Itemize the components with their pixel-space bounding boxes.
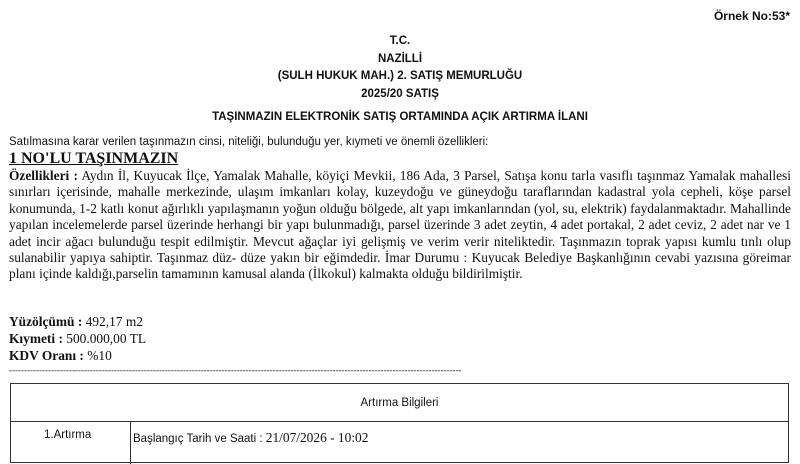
header-line-tc: T.C. [389, 35, 411, 47]
yuzolcumu-row [9, 314, 143, 330]
yuzolcumu-value: 492,17 m2 [85, 314, 143, 329]
ozellikler-label: Özellikleri : [9, 168, 78, 183]
divider-line: ------------------------------------------------------------------------------------------------------------------------------------------------------- [9, 365, 462, 375]
artirma-table-title: Artırma Bilgileri [11, 384, 788, 422]
yuzolcumu-label: Yüzölçümü : [9, 314, 83, 329]
ozellikler-text: Aydın İl, Kuyucak İlçe, Yamalak Mahalle, köyiçi Mevkii, 186 Ada, 3 Parsel, Satışa konu tarla vasıflı taşınmaz Yamalak mahallesi sınırları içerisinde, mahalle merkezinde, ulaşım imkanları kolay, kuzeydoğu ve güneydoğu taraflarından kadastral yola cepheli, köşe parsel konumunda, 1-2 katlı konut ağırlıklı yapılaşmanın yoğun olduğu bölgede, alt yapı imkanlarından (yol, su, elektrik) faydalanmaktadır. Mahallinde yapılan incelemelerde parsel üzerinde herhangi bir yapı bulunmadığı, parsel üzerinde 3 adet zeytin, 4 adet portakal, 2 adet ceviz, 2 adet nar ve 1 adet incir ağacı bulunduğu tespit edilmiştir. Mevcut ağaçlar iyi gelişmiş ve verim verir niteliktedir. Taşınmazın toprak yapısı kumlu tınlı olup sulanabilir yapıya sahiptir. Taşınmaz düz- düze yakın bir eğimdedir. İmar Durumu : Kuyucak Belediye Başkanlığının cevabi yazısına göreimar planı içinde kaldığı,parselin tamamının kamusal alanda (İlkokul) kalmakta olduğu bildirilmiştir. [9, 168, 791, 282]
artirma-row-label: 1.Artırma [11, 422, 131, 464]
artirma-table [10, 383, 789, 463]
header-line-file: 2025/20 SATIŞ [361, 87, 439, 100]
property-description [9, 168, 791, 283]
kiymet-value: 500.000,00 TL [66, 331, 147, 346]
court-header [0, 33, 800, 103]
kdv-label: KDV Oranı : [9, 348, 84, 363]
kiymet-row [9, 331, 146, 347]
artirma-start-value: 21/07/2026 - 10:02 [265, 430, 369, 445]
property-heading: 1 NO'LU TAŞINMAZIN [9, 150, 179, 167]
artirma-start-label: Başlangıç Tarih ve Saati : [133, 433, 263, 445]
artirma-row-detail [131, 422, 788, 464]
kiymet-label: Kıymeti : [9, 331, 63, 346]
ornek-number: Örnek No:53* [713, 9, 790, 23]
ilan-title: TAŞINMAZIN ELEKTRONİK SATIŞ ORTAMINDA AÇIK ARTIRMA İLANI [212, 111, 588, 123]
intro-text: Satılmasına karar verilen taşınmazın cinsi, niteliği, bulunduğu yer, kıymeti ve önemli özellikleri: [9, 136, 489, 148]
header-line-office: (SULH HUKUK MAH.) 2. SATIŞ MEMURLUĞU [277, 70, 523, 82]
header-line-city: NAZİLLİ [377, 52, 423, 65]
kdv-row [9, 348, 112, 364]
kdv-value: %10 [87, 348, 112, 363]
